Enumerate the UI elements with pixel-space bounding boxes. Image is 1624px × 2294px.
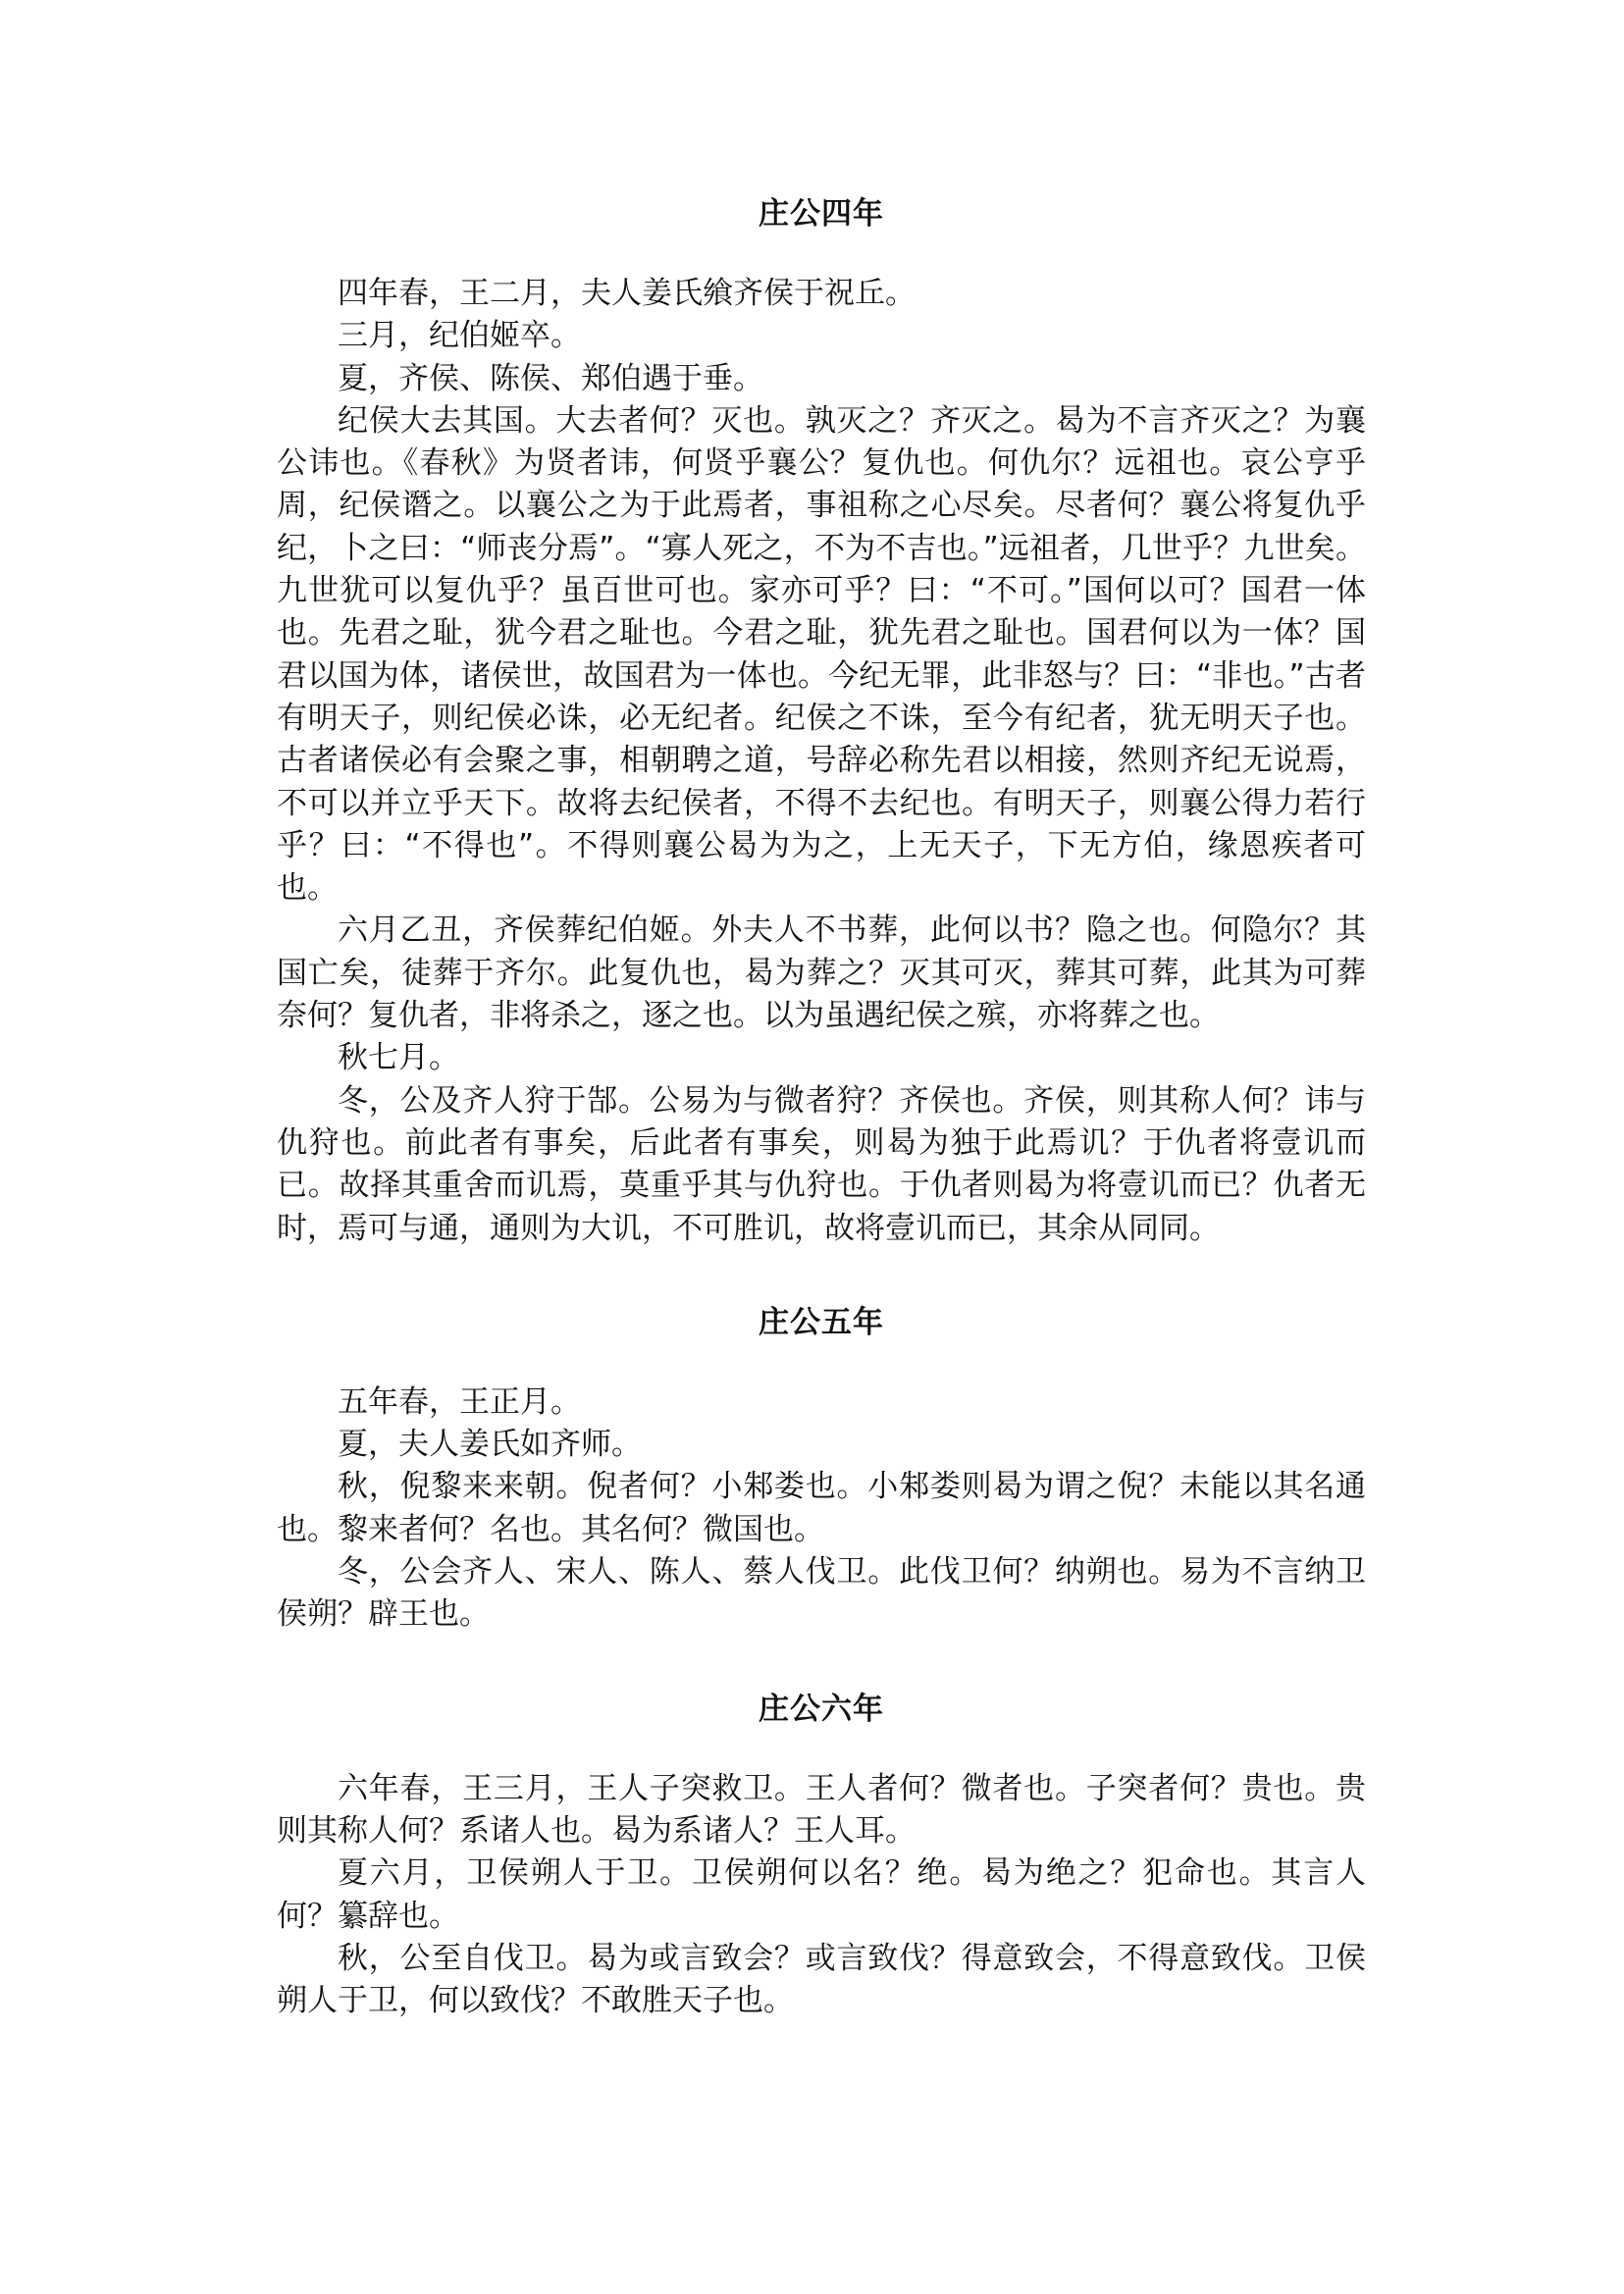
document-page <box>277 192 1366 2022</box>
paragraph: 三月，纪伯姬卒。 <box>338 318 581 354</box>
section-zhuanggong-5 <box>277 1301 1366 1637</box>
paragraph: 夏，齐侯、陈侯、郑伯遇于垂。 <box>338 360 763 396</box>
section-title: 庄公六年 <box>759 1691 884 1727</box>
paragraph: 冬，公及齐人狩于郜。公易为与微者狩？齐侯也。齐侯，则其称人何？讳与仇狩也。前此者有事矣，后此者有事矣，则曷为独于此焉讥？于仇者将壹讥而已。故择其重舍而讥焉，莫重乎其与仇狩也。于仇者则曷为将壹讥而已？仇者无时，焉可与通，通则为大讥，不可胜讥，故将壹讥而已，其余从同同。 <box>277 1082 1366 1246</box>
paragraph: 秋七月。 <box>338 1040 459 1076</box>
paragraph: 冬，公会齐人、宋人、陈人、蔡人伐卫。此伐卫何？纳朔也。易为不言纳卫侯朔？辟王也。 <box>277 1554 1366 1633</box>
paragraph: 纪侯大去其国。大去者何？灭也。孰灭之？齐灭之。曷为不言齐灭之？为襄公讳也。《春秋》为贤者讳，何贤乎襄公？复仇也。何仇尔？远祖也。哀公亨乎周，纪侯谮之。以襄公之为于此焉者，事祖称之心尽矣。尽者何？襄公将复仇乎纪，卜之曰：“师丧分焉”。“寡人死之，不为不吉也。”远祖者，几世乎？九世矣。九世犹可以复仇乎？虽百世可也。家亦可乎？曰：“不可。”国何以可？国君一体也。先君之耻，犹今君之耻也。今君之耻，犹先君之耻也。国君何以为一体？国君以国为体，诸侯世，故国君为一体也。今纪无罪，此非怒与？曰：“非也。”古者有明天子，则纪侯必诛，必无纪者。纪侯之不诛，至今有纪者，犹无明天子也。古者诸侯必有会聚之事，相朝聘之道，号辞必称先君以相接，然则齐纪无说焉，不可以并立乎天下。故将去纪侯者，不得不去纪也。有明天子，则襄公得力若行乎？曰：“不得也”。不得则襄公曷为为之，上无天子，下无方伯，缘恩疾者可也。 <box>277 402 1366 907</box>
paragraph: 夏六月，卫侯朔人于卫。卫侯朔何以名？绝。曷为绝之？犯命也。其言人何？纂辞也。 <box>277 1855 1366 1934</box>
paragraph: 夏，夫人姜氏如齐师。 <box>338 1427 642 1463</box>
paragraph: 秋，倪黎来来朝。倪者何？小邾娄也。小邾娄则曷为谓之倪？未能以其名通也。黎来者何？名也。其名何？微国也。 <box>277 1469 1366 1547</box>
section-zhuanggong-4 <box>277 192 1366 1250</box>
paragraph: 五年春，王正月。 <box>338 1383 581 1420</box>
section-zhuanggong-6 <box>277 1688 1366 2023</box>
paragraph: 六年春，王三月，王人子突救卫。王人者何？微者也。子突者何？贵也。贵则其称人何？系诸人也。曷为系诸人？王人耳。 <box>277 1770 1366 1849</box>
section-title: 庄公四年 <box>759 196 884 232</box>
paragraph: 六月乙丑，齐侯葬纪伯姬。外夫人不书葬，此何以书？隐之也。何隐尔？其国亡矣，徒葬于齐尔。此复仇也，曷为葬之？灭其可灭，葬其可葬，此其为可葬奈何？复仇者，非将杀之，逐之也。以为虽遇纪侯之殡，亦将葬之也。 <box>277 912 1366 1034</box>
section-title: 庄公五年 <box>759 1304 884 1340</box>
paragraph: 秋，公至自伐卫。曷为或言致会？或言致伐？得意致会，不得意致伐。卫侯朔人于卫，何以致伐？不敢胜天子也。 <box>277 1940 1366 2019</box>
paragraph: 四年春，王二月，夫人姜氏飨齐侯于祝丘。 <box>338 276 916 311</box>
